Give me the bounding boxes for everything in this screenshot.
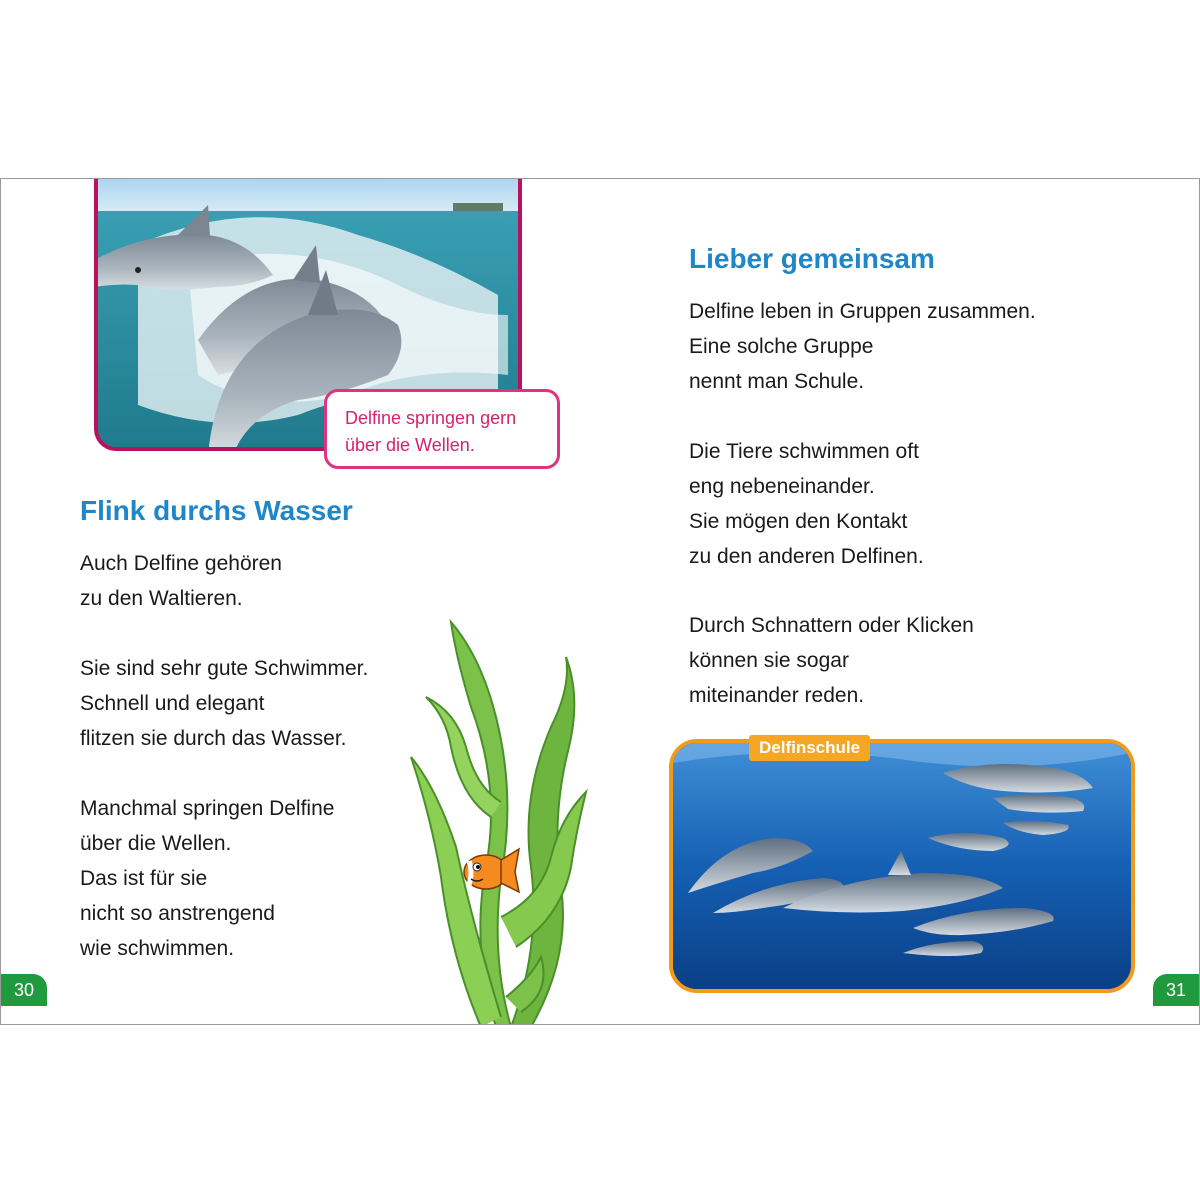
right-paragraph-2	[689, 434, 924, 574]
text-line: Delfine leben in Gruppen zusammen.	[689, 300, 1036, 323]
left-paragraph-3	[80, 791, 334, 966]
photo-label: Delfinschule	[749, 735, 870, 761]
text-line: Manchmal springen Delfine	[80, 797, 335, 820]
right-paragraph-1	[689, 294, 1036, 399]
left-paragraph-2	[80, 651, 368, 756]
text-line: Das ist für sie	[80, 867, 208, 890]
book-spread	[0, 178, 1200, 1025]
page-number-right: 31	[1153, 974, 1199, 1006]
photo-caption-line-2: über die Wellen.	[345, 435, 475, 455]
text-line: Durch Schnattern oder Klicken	[689, 614, 974, 637]
left-paragraph-1	[80, 546, 282, 616]
clownfish-icon	[464, 849, 519, 892]
text-line: Sie mögen den Kontakt	[689, 510, 908, 533]
left-page-heading: Flink durchs Wasser	[80, 495, 353, 526]
text-line: wie schwimmen.	[80, 937, 235, 960]
text-line: zu den Waltieren.	[80, 587, 243, 610]
text-line: flitzen sie durch das Wasser.	[80, 727, 347, 750]
photo-caption	[324, 389, 560, 469]
text-line: über die Wellen.	[80, 832, 232, 855]
dolphin-school-photo	[669, 739, 1135, 993]
text-line: nennt man Schule.	[689, 370, 865, 393]
text-line: Sie sind sehr gute Schwimmer.	[80, 657, 369, 680]
text-line: eng nebeneinander.	[689, 475, 875, 498]
text-line: nicht so anstrengend	[80, 902, 275, 925]
text-line: Schnell und elegant	[80, 692, 265, 715]
page-number-left: 30	[1, 974, 47, 1006]
text-line: miteinander reden.	[689, 684, 865, 707]
text-line: können sie sogar	[689, 649, 849, 672]
right-page-heading: Lieber gemeinsam	[689, 243, 935, 274]
text-line: Auch Delfine gehören	[80, 552, 282, 575]
text-line: Die Tiere schwimmen oft	[689, 440, 919, 463]
text-line: Eine solche Gruppe	[689, 335, 874, 358]
right-paragraph-3	[689, 608, 974, 713]
photo-caption-line-1: Delfine springen gern	[345, 408, 517, 428]
text-line: zu den anderen Delfinen.	[689, 545, 924, 568]
seaweed-fish-illustration	[401, 617, 591, 1025]
